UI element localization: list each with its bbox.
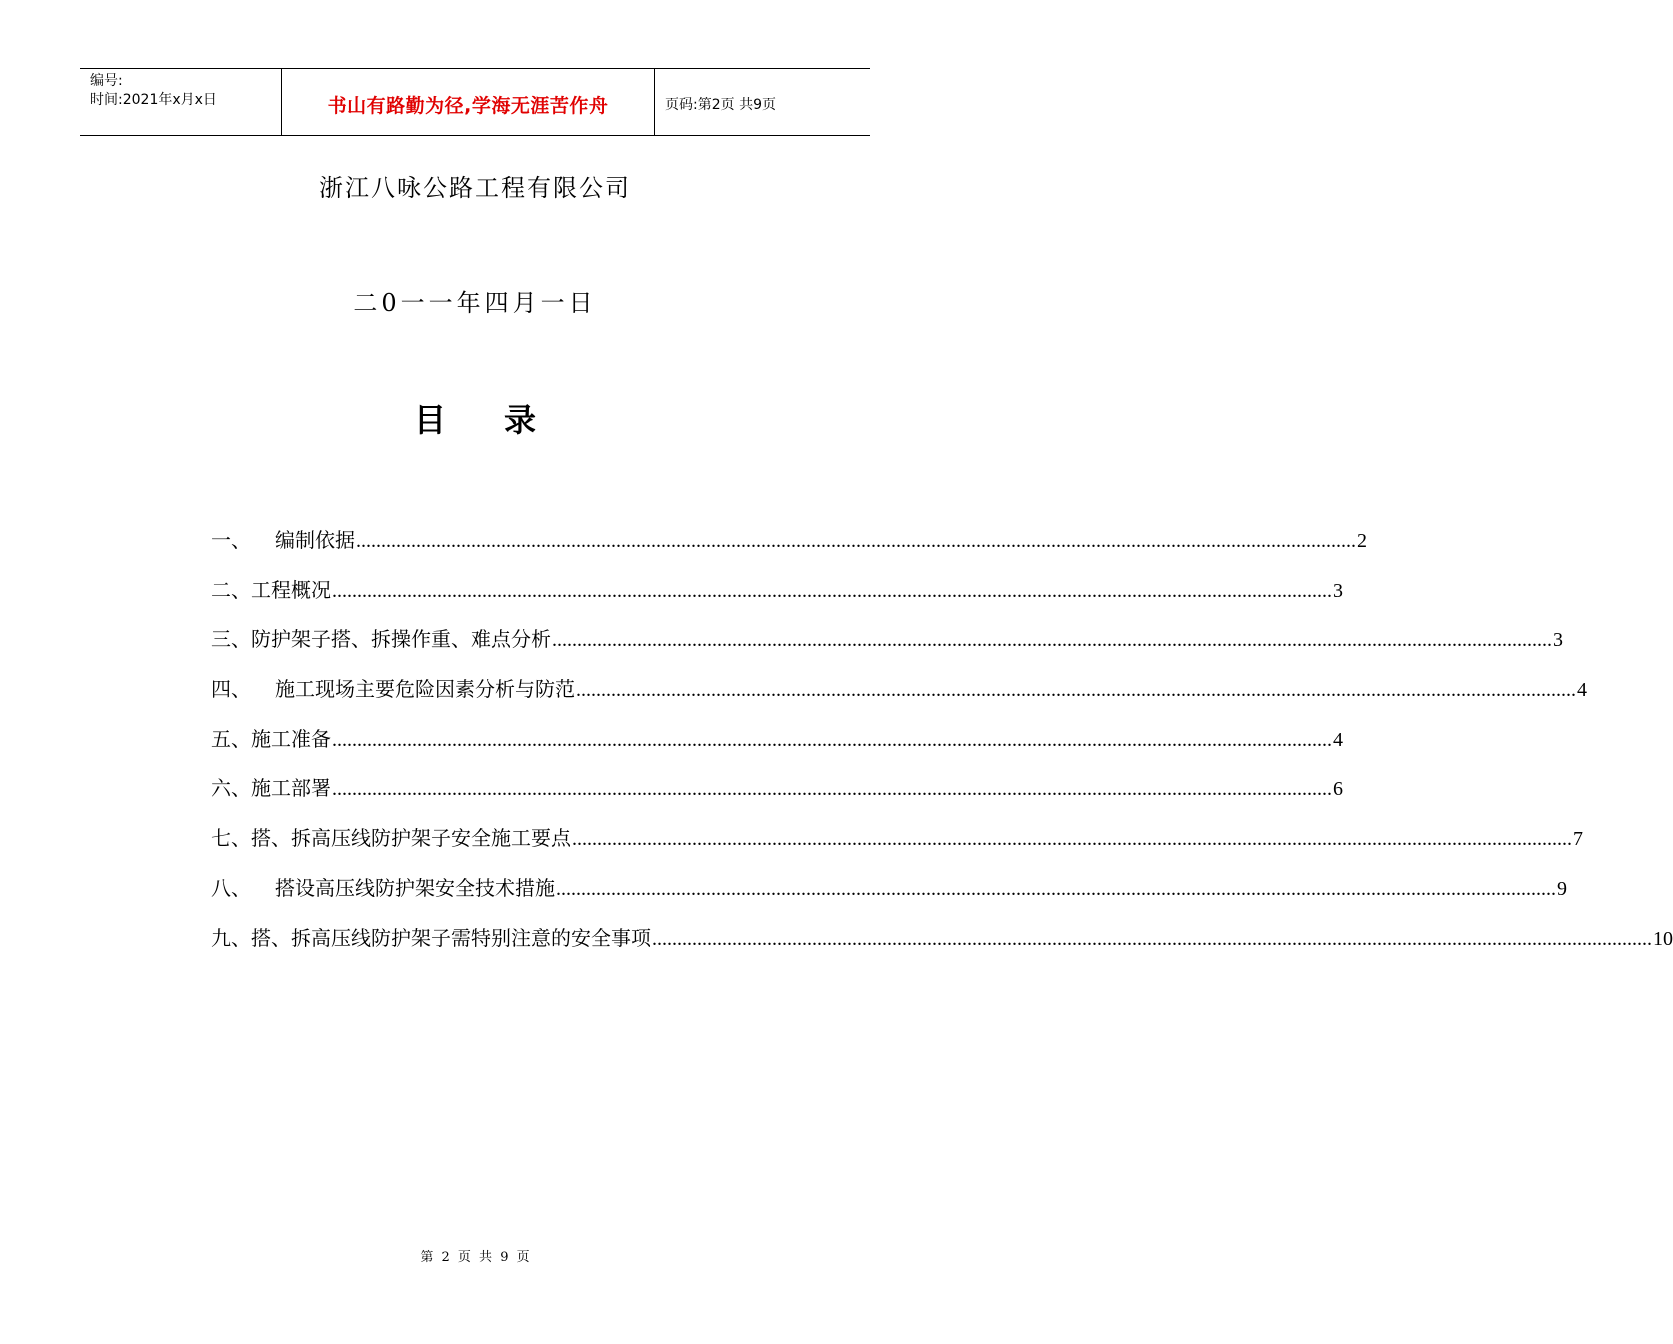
toc-entry-label [211, 922, 651, 951]
toc-dot-leader: ........................................................................................................................................................................................................ [332, 728, 1332, 751]
toc-entry-label [211, 872, 555, 901]
toc-entry-label [211, 623, 551, 652]
page-footer: 第 2 页 共 9 页 [420, 1250, 530, 1265]
toc-dot-leader: ........................................................................................................................................................................................................ [552, 629, 1552, 652]
header-motto: 书山有路勤为径,学海无涯苦作舟 [327, 94, 609, 117]
toc-title-part1: 目 [413, 401, 446, 439]
toc-entry-title: 工程概况 [251, 579, 331, 602]
toc-title [0, 395, 950, 441]
toc-dot-leader: ........................................................................................................................................................................................................ [652, 927, 1652, 950]
toc-entry-page: 7 [1573, 828, 1583, 851]
toc-dot-leader: ........................................................................................................................................................................................................ [556, 877, 1556, 900]
toc-entry[interactable] [211, 822, 1583, 872]
toc-entry-label [211, 723, 331, 752]
document-code-label: 编号: [90, 73, 123, 89]
toc-entry-number: 五、 [211, 728, 251, 751]
toc-entry-title: 施工现场主要危险因素分析与防范 [275, 679, 575, 702]
toc-entry-label [211, 822, 571, 851]
toc-entry[interactable] [211, 524, 1367, 574]
toc-entry-label [211, 772, 331, 801]
toc-entry-number: 二、 [211, 579, 251, 602]
toc-entry-title: 防护架子搭、拆操作重、难点分析 [251, 629, 551, 652]
toc-entry-page: 9 [1557, 877, 1567, 900]
toc-entry[interactable] [211, 872, 1567, 922]
toc-entry-number: 三、 [211, 629, 251, 652]
toc-entry-number: 七、 [211, 828, 251, 851]
table-of-contents [211, 524, 1673, 971]
toc-entry-title: 搭设高压线防护架安全技术措施 [275, 877, 555, 900]
toc-title-part2: 录 [504, 401, 537, 439]
document-date: 二0一一年四月一日 [353, 289, 597, 317]
header-meta [80, 69, 282, 135]
toc-entry[interactable] [211, 922, 1673, 972]
toc-entry-title: 编制依据 [275, 530, 355, 552]
toc-entry-page: 4 [1333, 728, 1343, 751]
toc-dot-leader: ........................................................................................................................................................................................................ [572, 828, 1572, 851]
toc-entry-title: 搭、拆高压线防护架子需特别注意的安全事项 [251, 927, 651, 950]
toc-entry[interactable] [211, 623, 1563, 673]
toc-entry-label [211, 524, 355, 553]
toc-entry-page: 10 [1653, 927, 1673, 950]
toc-entry[interactable] [211, 673, 1587, 723]
toc-entry-page: 3 [1553, 629, 1563, 652]
toc-dot-leader: ........................................................................................................................................................................................................ [332, 778, 1332, 801]
header-page-info: 页码:第2页 共9页 [665, 97, 776, 113]
header-motto-cell [282, 69, 655, 135]
toc-dot-leader: ........................................................................................................................................................................................................ [576, 679, 1576, 702]
toc-entry-number: 九、 [211, 927, 251, 950]
toc-entry-page: 6 [1333, 778, 1343, 801]
toc-entry-label [211, 574, 331, 603]
toc-entry[interactable] [211, 723, 1343, 773]
toc-entry-number: 八、 [211, 877, 251, 900]
header-page-cell [655, 69, 870, 135]
toc-entry-number: 四、 [211, 679, 251, 702]
toc-entry-title: 搭、拆高压线防护架子安全施工要点 [251, 828, 571, 851]
toc-dot-leader: ........................................................................................................................................................................................................ [356, 530, 1356, 552]
toc-entry-page: 4 [1577, 679, 1587, 702]
toc-entry-number: 六、 [211, 778, 251, 801]
toc-entry-number: 一、 [211, 530, 251, 552]
toc-entry[interactable] [211, 574, 1343, 624]
toc-entry-page: 3 [1333, 579, 1343, 602]
toc-entry-title: 施工准备 [251, 728, 331, 751]
company-name: 浙江八咏公路工程有限公司 [319, 174, 631, 202]
document-time: 时间:2021年x月x日 [90, 92, 217, 108]
toc-dot-leader: ........................................................................................................................................................................................................ [332, 579, 1332, 602]
page-header [80, 68, 870, 136]
toc-entry[interactable] [211, 772, 1343, 822]
toc-entry-label [211, 673, 575, 702]
toc-entry-page: 2 [1357, 530, 1367, 552]
toc-entry-title: 施工部署 [251, 778, 331, 801]
